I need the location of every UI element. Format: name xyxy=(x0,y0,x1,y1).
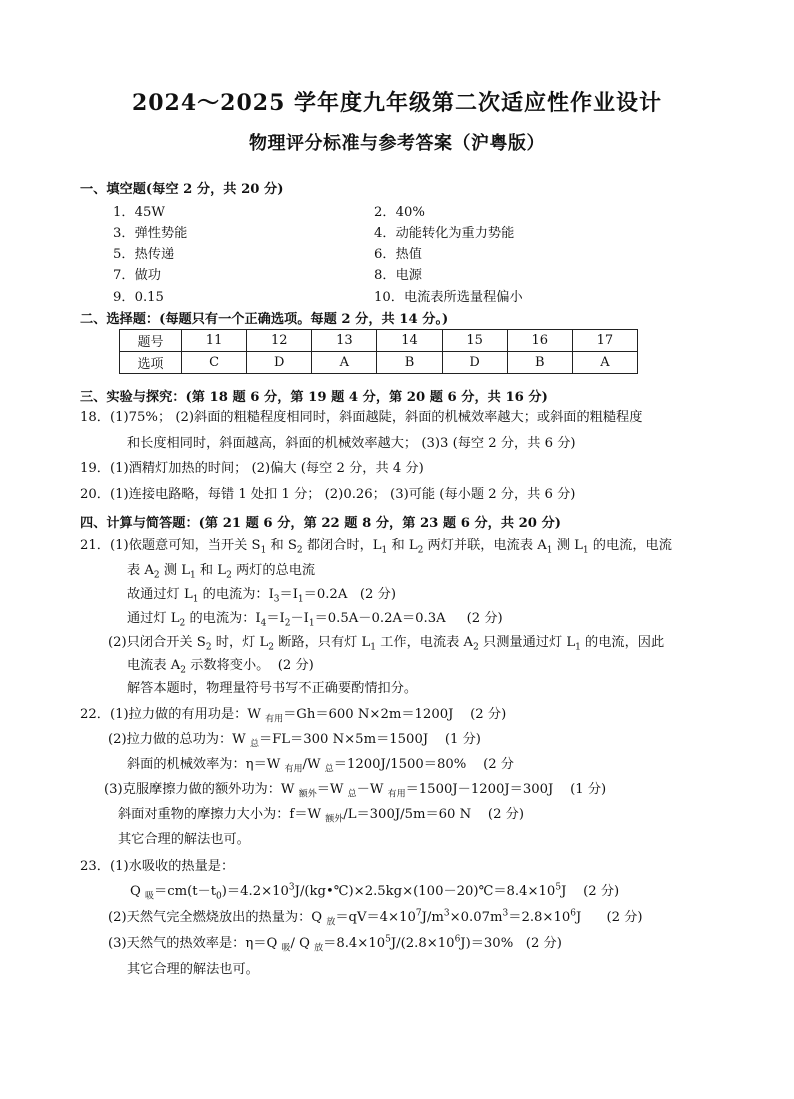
section-calculation-heading: 四、计算与简答题：(第 21 题 6 分，第 22 题 8 分，第 23 题 6 分，共 20 分) xyxy=(80,516,562,531)
answer-option-cell: B xyxy=(377,352,442,374)
answer-22-line-3: 斜面的机械效率为：η＝W $_{有用}$/W $_总$＝1200J/1500＝80% (2 分 xyxy=(127,757,514,775)
answer-option-cell: D xyxy=(247,352,312,374)
section-choice-heading: 二、选择题：(每题只有一个正确选项。每题 2 分，共 14 分。) xyxy=(80,312,449,327)
answer-option-cell: C xyxy=(182,352,247,374)
fill-blank-answer: 8．电源 xyxy=(374,268,422,283)
fill-blank-answer: 5．热传递 xyxy=(113,247,175,262)
fill-blank-answer: 9．0.15 xyxy=(113,290,164,305)
question-number-cell: 12 xyxy=(247,330,312,352)
fill-blank-answer: 7．做功 xyxy=(113,268,161,283)
fill-blank-answer: 4．动能转化为重力势能 xyxy=(374,226,515,241)
answer-21-line-2: 表 $A_2$ 测 $L_1$ 和 $L_2$ 两灯的总电流 xyxy=(127,563,316,581)
fill-blank-answer: 2．40% xyxy=(374,205,425,220)
answer-23-line-4: (3)天然气的热效率是：η＝Q $_吸$/ Q $_放=8.4\times 10^5J/(2.8\times 10^6J)=30\%$ (2 分) xyxy=(108,934,562,954)
answer-option-cell: A xyxy=(572,352,637,374)
question-number-cell: 17 xyxy=(572,330,637,352)
fill-blank-answer: 10．电流表所选量程偏小 xyxy=(374,290,523,305)
answer-21-line-5: (2)只闭合开关 $S_2$ 时，灯 $L_2$ 断路，只有灯 $L_1$ 工作，电流表 $A_2$ 只测量通过灯 $L_1$ 的电流，因此 xyxy=(108,635,665,653)
fill-blank-answer: 1．45W xyxy=(113,205,165,220)
answer-20: 20．(1)连接电路略，每错 1 处扣 1 分； (2)0.26； (3)可能 (每小题 2 分，共 6 分) xyxy=(80,487,576,502)
answer-option-cell: A xyxy=(312,352,377,374)
question-number-cell: 14 xyxy=(377,330,442,352)
section-fill-blank-heading: 一、填空题(每空 2 分，共 20 分) xyxy=(80,182,284,197)
answer-21-line-1: 21．(1)依题意可知，当开关 $S_1$ 和 $S_2$ 都闭合时，$L_1$ 和 $L_2$ 两灯并联，电流表 $A_1$ 测 $L_1$ 的电流，电流 xyxy=(80,538,672,556)
answer-22-line-5: 斜面对重物的摩擦力大小为：f＝W $_{额外}$/L＝300J/5m＝60 N (2 分) xyxy=(118,807,524,825)
question-number-cell: 15 xyxy=(442,330,507,352)
answer-23-note: 其它合理的解法也可。 xyxy=(127,962,259,977)
answer-option-cell: B xyxy=(507,352,572,374)
answer-19: 19．(1)酒精灯加热的时间； (2)偏大 (每空 2 分，共 4 分) xyxy=(80,461,424,476)
table-row xyxy=(120,330,638,352)
answer-21-note: 解答本题时，物理量符号书写不正确要酌情扣分。 xyxy=(127,681,418,696)
section-experiment-heading: 三、实验与探究：(第 18 题 6 分，第 19 题 4 分，第 20 题 6 分，共 16 分) xyxy=(80,390,548,405)
answer-22-line-4: (3)克服摩擦力做的额外功为：W $_{额外}$＝W $_总$－W $_{有用}$＝1500J－1200J＝300J (1 分) xyxy=(104,782,607,800)
page-title: 2024～2025 学年度九年级第二次适应性作业设计 xyxy=(131,90,663,116)
answer-22-line-1: 22．(1)拉力做的有用功是：W $_{有用}$＝Gh＝600 N×2m＝1200J (2 分) xyxy=(80,707,507,725)
answer-23-line-2: Q $_吸=cm(t-t_0)=4.2\times 10^3J/(kg•℃)\times 2.5kg\times(100-20)℃=8.4\times 10^5J$ (2 分) xyxy=(130,882,620,902)
answer-21-line-3: 故通过灯 $L_1$ 的电流为：$I_3=I_1=0.2A$ (2 分) xyxy=(127,587,396,605)
answer-23-line-1: 23．(1)水吸收的热量是： xyxy=(80,859,235,874)
question-number-cell: 11 xyxy=(182,330,247,352)
answer-21-line-6: 电流表 $A_2$ 示数将变小。 (2 分) xyxy=(127,658,314,676)
answer-21-line-4: 通过灯 $L_2$ 的电流为：$I_4=I_2-I_1=0.5A-0.2A=0.3A$ (2 分) xyxy=(127,611,503,629)
fill-blank-answer: 3．弹性势能 xyxy=(113,226,188,241)
answer-18-line-2: 和长度相同时，斜面越高，斜面的机械效率越大； (3)3 (每空 2 分，共 6 分) xyxy=(127,436,576,451)
question-number-cell: 13 xyxy=(312,330,377,352)
answer-22-note: 其它合理的解法也可。 xyxy=(118,832,250,847)
page-subtitle: 物理评分标准与参考答案（沪粤版） xyxy=(249,133,545,154)
table-row xyxy=(120,352,638,374)
table-row-label: 题号 xyxy=(120,330,182,352)
answer-22-line-2: (2)拉力做的总功为：W $_总$＝FL＝300 N×5m＝1500J (1 分) xyxy=(108,732,481,750)
answer-18-line-1: 18．(1)75%； (2)斜面的粗糙程度相同时，斜面越陡，斜面的机械效率越大；或斜面的粗糙程度 xyxy=(80,410,643,425)
question-number-cell: 16 xyxy=(507,330,572,352)
answer-option-cell: D xyxy=(442,352,507,374)
answer-23-line-3: (2)天然气完全燃烧放出的热量为：Q $_放=qV=4\times 10^7J/m^3\times 0.07m^3=2.8\times 10^6J$ (2 分) xyxy=(108,908,643,928)
fill-blank-answer: 6．热值 xyxy=(374,247,422,262)
table-row-label: 选项 xyxy=(120,352,182,374)
choice-answer-table xyxy=(119,329,638,374)
